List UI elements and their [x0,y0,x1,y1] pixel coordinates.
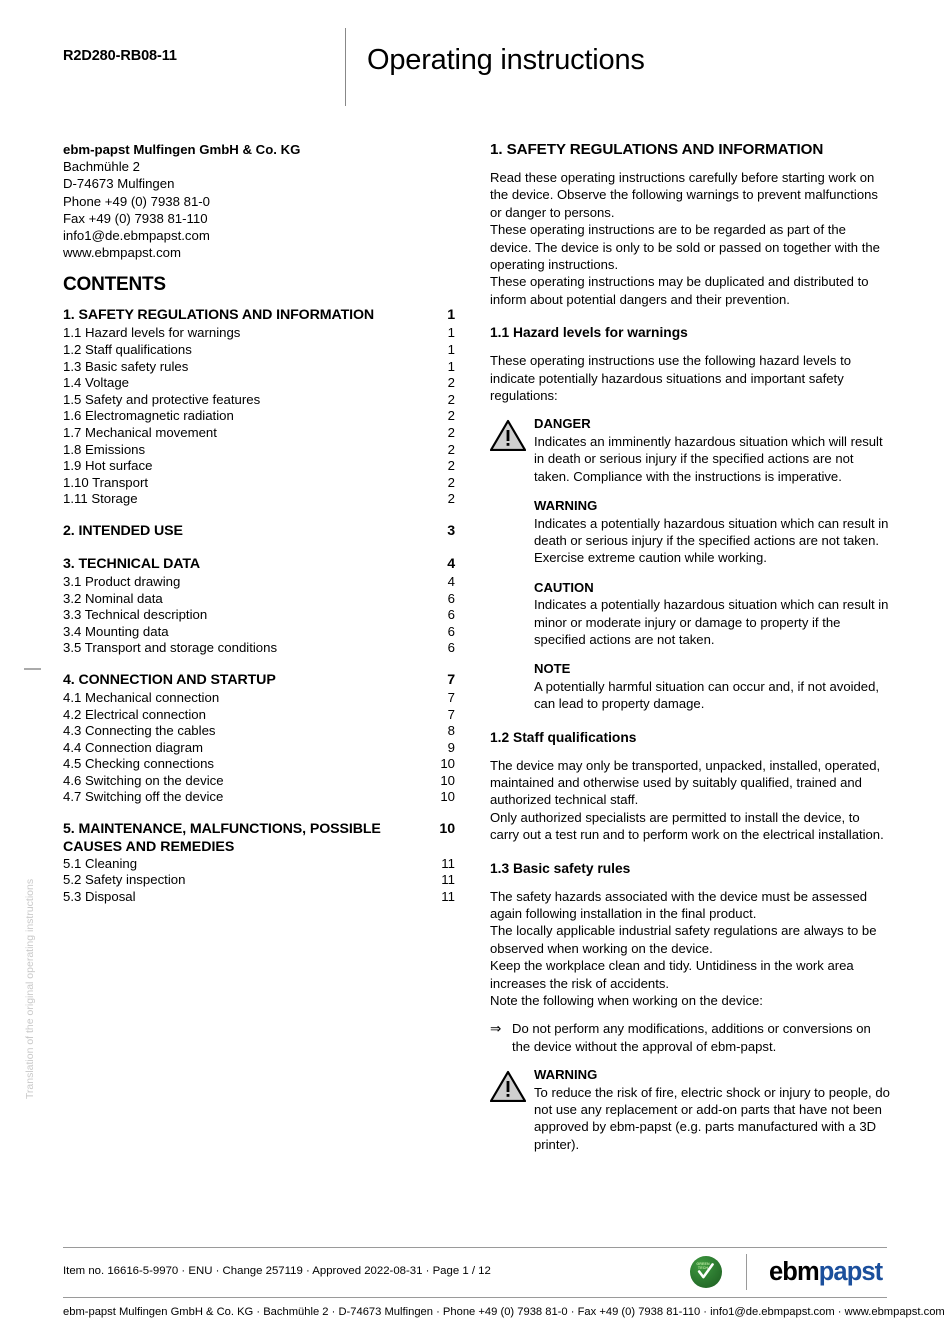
toc-label: 1.2 Staff qualifications [63,342,192,358]
spacer [490,485,890,497]
section-1-3-p3: Keep the workplace clean and tidy. Untidiness in the work area increases the risk of accidents. [490,958,854,991]
hazard-block-caution [534,579,890,649]
toc-label: 5. MAINTENANCE, MALFUNCTIONS, POSSIBLE [63,821,381,838]
toc-entry-major-continuation[interactable] [63,839,455,856]
toc-label: 4.4 Connection diagram [63,739,204,755]
company-email: info1@de.ebmpapst.com [63,228,210,244]
toc-page: 1 [447,358,455,374]
toc-page: 2 [447,391,455,407]
toc-label: 4. CONNECTION AND STARTUP [63,671,276,688]
company-street: Bachmühle 2 [63,159,140,175]
toc-label: 1. SAFETY REGULATIONS AND INFORMATION [63,307,375,324]
toc-page: 2 [447,375,455,391]
page-title: Operating instructions [367,44,645,76]
toc-entry[interactable] [63,872,455,889]
toc-page: 7 [447,706,455,722]
greentech-badge-icon [690,1256,722,1288]
hazard-body [534,1066,890,1153]
toc-label: 3.3 Technical description [63,607,208,623]
toc-entry-major[interactable] [63,306,455,325]
hazard-text-note: A potentially harmful situation can occur and, if not avoided, can lead to property damage. [534,678,880,712]
toc-label: 1.11 Storage [63,491,138,507]
section-1-1-intro: These operating instructions use the following hazard levels to indicate potentially hazardous situations and important safety regulations: [490,353,852,404]
toc-entry[interactable] [63,756,455,773]
page-header [0,0,950,118]
toc-label: 4.1 Mechanical connection [63,689,220,705]
hazard-title-caution: CAUTION [534,579,594,595]
toc-page: 6 [447,590,455,606]
toc-entry[interactable] [63,458,455,475]
toc-entry[interactable] [63,789,455,806]
company-website: www.ebmpapst.com [63,245,181,261]
toc-page: 7 [447,689,455,705]
toc-entry[interactable] [63,591,455,608]
company-address-block [63,141,455,261]
company-phone: Phone +49 (0) 7938 81-0 [63,193,211,209]
header-divider [345,28,346,106]
toc-entry[interactable] [63,342,455,359]
toc-label: 1.3 Basic safety rules [63,358,189,374]
toc-page: 2 [447,474,455,490]
toc-entry[interactable] [63,723,455,740]
toc-label: 3.5 Transport and storage conditions [63,640,278,656]
section-1-3-bullet [490,1020,890,1055]
right-column [490,141,890,1153]
toc-label: 1.4 Voltage [63,375,129,391]
toc-label: 2. INTENDED USE [63,522,183,539]
toc-group-3 [63,555,455,657]
toc-label: 1.6 Electromagnetic radiation [63,408,234,424]
toc-label: 4.2 Electrical connection [63,706,206,722]
toc-label: 4.3 Connecting the cables [63,723,216,739]
warning-triangle-icon [490,1066,534,1107]
section-1-3-p2: The locally applicable industrial safety regulations are always to be observed when working on the device. [490,923,877,956]
toc-label: 1.8 Emissions [63,441,146,457]
logo-ebm: ebm [769,1257,819,1286]
toc-label: 1.7 Mechanical movement [63,424,217,440]
toc-entry[interactable] [63,690,455,707]
toc-group-5 [63,820,455,905]
hazard-title-danger: DANGER [534,416,591,432]
toc-page: 10 [440,772,455,788]
section-1-3-p4: Note the following when working on the device: [490,993,763,1009]
hazard-block-note [534,660,890,712]
toc-page: 11 [441,872,455,888]
company-name: ebm-papst Mulfingen GmbH & Co. KG [63,142,301,157]
toc-page: 4 [447,555,455,572]
hazard-body [534,415,890,485]
toc-label: 1.1 Hazard levels for warnings [63,325,241,341]
section-1-1-heading: 1.1 Hazard levels for warnings [490,325,688,341]
side-note-translation: Translation of the original operating instructions [24,878,36,1100]
toc-entry[interactable] [63,491,455,508]
hazard-block-danger [490,415,890,485]
company-city: D-74673 Mulfingen [63,176,175,192]
toc-page: 2 [447,424,455,440]
toc-entry[interactable] [63,773,455,790]
ebm-papst-logo [769,1258,882,1287]
hazard-block-warning [534,497,890,567]
toc-entry[interactable] [63,442,455,459]
toc-page: 11 [441,888,455,904]
toc-page: 7 [447,671,455,688]
company-fax: Fax +49 (0) 7938 81-110 [63,210,208,226]
toc-label: CAUSES AND REMEDIES [63,839,235,856]
toc-page: 10 [440,756,455,772]
toc-entry[interactable] [63,640,455,657]
toc-label: 1.10 Transport [63,474,149,490]
toc-entry[interactable] [63,408,455,425]
toc-label: 4.7 Switching off the device [63,789,224,805]
hazard-title-note: NOTE [534,661,571,677]
toc-page: 1 [447,342,455,358]
section-1-3-p1: The safety hazards associated with the device must be assessed again following installation in the final product. [490,888,868,921]
toc-entry[interactable] [63,607,455,624]
toc-entry[interactable] [63,856,455,873]
warning-triangle-icon [490,415,534,456]
toc-entry[interactable] [63,889,455,906]
toc-entry[interactable] [63,475,455,492]
toc-page: 1 [447,307,455,324]
badge-line-1: GREEN [696,1262,710,1266]
toc-page: 4 [447,573,455,589]
hazard-text-caution: Indicates a potentially hazardous situation which can result in minor or moderate injury or damage to property if the specified actions are not taken. [534,597,889,647]
toc-label: 5.1 Cleaning [63,855,138,871]
punch-mark [24,668,41,670]
toc-page: 2 [447,491,455,507]
toc-entry-major[interactable] [63,671,455,690]
toc-entry-major[interactable] [63,820,455,839]
toc-entry[interactable] [63,375,455,392]
toc-entry-major[interactable] [63,522,455,541]
section-1-2-heading: 1.2 Staff qualifications [490,729,637,745]
section-1-intro-p2: These operating instructions are to be regarded as part of the device. The device is only to be sold or passed on together with the operating instructions. [490,222,880,273]
toc-label: 5.2 Safety inspection [63,872,186,888]
toc-entry[interactable] [63,624,455,641]
toc-entry[interactable] [63,359,455,376]
toc-page: 11 [441,855,455,871]
toc-entry[interactable] [63,325,455,342]
toc-label: 1.5 Safety and protective features [63,391,261,407]
toc-entry[interactable] [63,425,455,442]
spacer [490,648,890,660]
toc-page: 2 [447,408,455,424]
toc-page: 3 [447,522,455,539]
toc-page: 1 [447,325,455,341]
toc-label: 5.3 Disposal [63,888,136,904]
toc-entry-major[interactable] [63,555,455,574]
footer-rule-bottom [63,1297,887,1298]
toc-page: 6 [447,607,455,623]
toc-label: 3.2 Nominal data [63,590,163,606]
hazard-text-danger: Indicates an imminently hazardous situation which will result in death or serious injury if the specified actions are not taken. Compliance with the instructions is imperative. [534,433,883,484]
toc-page: 6 [447,640,455,656]
toc-page: 6 [447,623,455,639]
toc-page: 10 [440,789,455,805]
hazard-title-warning: WARNING [534,498,598,514]
badge-line-2: TECH [697,1266,709,1271]
contents-heading: CONTENTS [63,274,166,296]
toc-label: 3.1 Product drawing [63,573,181,589]
footer-brand-area [690,1252,882,1292]
toc-page: 8 [447,723,455,739]
toc-entry[interactable] [63,707,455,724]
toc-label: 3. TECHNICAL DATA [63,555,201,572]
toc-label: 4.6 Switching on the device [63,772,224,788]
section-1-intro-p3: These operating instructions may be duplicated and distributed to inform about potential dangers and their prevention. [490,274,869,307]
toc-entry[interactable] [63,740,455,757]
section-1-3-heading: 1.3 Basic safety rules [490,860,631,876]
section-1-intro-p1: Read these operating instructions carefully before starting work on the device. Observe the following warnings to prevent malfunctions or danger to persons. [490,170,878,220]
toc-page: 10 [439,821,455,838]
toc-entry[interactable] [63,392,455,409]
section-1-3-bullet-text: Do not perform any modifications, additions or conversions on the device without the approval of ebm-papst. [512,1021,871,1054]
footer-rule-top [63,1247,887,1248]
left-column [63,141,455,919]
hazard-text-warning: Indicates a potentially hazardous situation which can result in death or serious injury if the specified actions are not taken. Exercise extreme caution while working. [534,515,889,566]
section-1-heading: 1. SAFETY REGULATIONS AND INFORMATION [490,141,824,158]
section-1-2-p2: Only authorized specialists are permitted to install the device, to carry out a test run and to perform work on the electrical installation. [490,809,884,843]
toc-label: 3.4 Mounting data [63,623,169,639]
toc-group-4 [63,671,455,806]
toc-page: 9 [447,739,455,755]
brand-divider [746,1254,747,1290]
toc-page: 2 [447,441,455,457]
hazard-title-warning-3d: WARNING [534,1067,598,1083]
section-1-2-p1: The device may only be transported, unpacked, installed, operated, maintained and otherwise used by suitably qualified, trained and authorized technical staff. [490,757,881,808]
toc-page: 2 [447,458,455,474]
document-code: R2D280-RB08-11 [63,48,177,64]
toc-entry[interactable] [63,574,455,591]
spacer [490,567,890,579]
toc-group-2 [63,522,455,541]
checkmark-icon [697,1263,714,1280]
footer-metadata: Item no. 16616-5-9970 · ENU · Change 257119 · Approved 2022-08-31 · Page 1 / 12 [63,1265,491,1277]
hazard-block-warning-3d [490,1066,890,1153]
logo-papst: papst [818,1257,883,1286]
toc-group-1 [63,306,455,508]
hazard-text-warning-3d: To reduce the risk of fire, electric shock or injury to people, do not use any replacement or add-on parts that have not been approved by ebm-papst (e.g. parts manufactured with a 3D printer). [534,1084,890,1152]
toc-label: 1.9 Hot surface [63,458,153,474]
footer-address-line: ebm-papst Mulfingen GmbH & Co. KG · Bachmühle 2 · D-74673 Mulfingen · Phone +49 (0) 7938 81-0 · Fax +49 (0) 7938 81-110 · info1@de.ebmpapst.com · www.ebmpapst.com [63,1306,945,1318]
double-arrow-bullet-icon: ⇒ [490,1021,502,1037]
toc-label: 4.5 Checking connections [63,756,215,772]
